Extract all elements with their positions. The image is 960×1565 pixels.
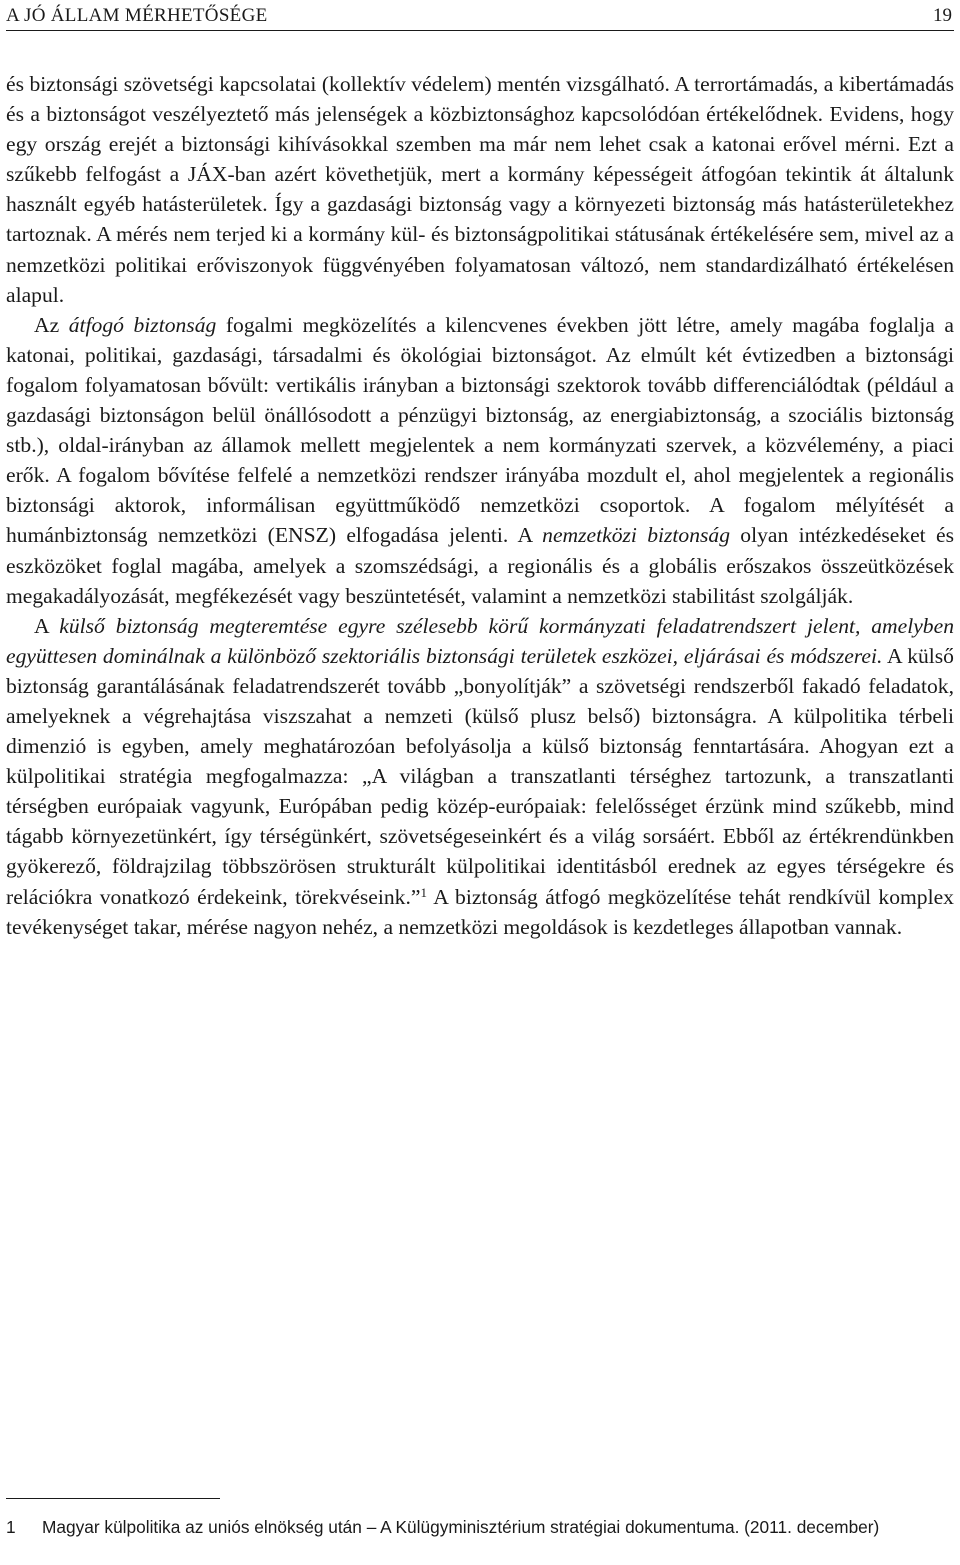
paragraph-2-lead: Az xyxy=(34,312,69,337)
footnote-number: 1 xyxy=(6,1517,16,1537)
footnote-divider xyxy=(6,1498,220,1499)
term-nemzetkozi-biztonsag: nemzetközi biztonság xyxy=(542,523,730,548)
paragraph-2-middle: fogalmi megközelítés a kilencvenes években jött létre, amely magába foglalja a katonai, politikai, gazdasági, társadalmi és ökológiai biztonságot. Az elmúlt két évtizedben a biztonsági fogalom folyamatosan bővült: vertikális irányban a biztonsági szektorok tovább differenciálódtak (például a gazdasági biztonságon belül önállósodott a pénzügyi biztonság, az energiabiztonság, a szociális biztonság stb.), oldal-irányban az államok mellett megjelentek a nem kormányzati szervek, a közvélemény, a piaci erők. A fogalom bővítése felfelé a nemzetközi rendszer irányába mozdult el, ahol megjelentek a regionális biztonsági aktorok, informálisan együttműködő nemzetközi csoportok. A fogalom mélyítését a humánbiztonság nemzetközi (ENSZ) elfogadása jelenti. A xyxy=(6,312,955,548)
paragraph-2 xyxy=(6,310,954,611)
footnote-text: Magyar külpolitika az uniós elnökség után – A Külügyminisztérium stratégiai dokumentuma. (2011. december) xyxy=(42,1517,880,1537)
footnote xyxy=(6,1514,954,1540)
term-atfogo-biztonsag: átfogó biztonság xyxy=(68,312,217,337)
body-text xyxy=(6,69,954,942)
term-kulso-biztonsag: külső biztonság megteremtése egyre szélesebb körű kormányzati feladatrendszert jelent, amelyben együttesen dominálnak a különböző szektoriális biztonsági területek eszközei, eljárásai és módszerei. xyxy=(6,613,954,668)
running-header xyxy=(6,4,954,31)
paragraph-3-lead: A xyxy=(34,613,60,638)
paragraph-3-end: A biztonság átfogó megközelítése tehát rendkívül komplex tevékenységet takar, mérése nagyon nehéz, a nemzetközi megoldások is kezdetleges állapotban vannak. xyxy=(6,884,954,939)
paragraph-1 xyxy=(6,69,954,310)
paragraph-1-text: és biztonsági szövetségi kapcsolatai (kollektív védelem) mentén vizsgálható. A terrortámadás, a kibertámadás és a biztonságot veszélyeztető más jelenségek a közbiztonsághoz kapcsolódóan értékelődnek. Evidens, hogy egy ország erejét a biztonsági kihívásokkal szemben ma már nem lehet csak a katonai erővel mérni. Ezt a szűkebb felfogást a JÁX-ban azért követhetjük, mert a kormány képességeit átfogóan tekintik át általunk használt egyéb hatásterületek. Így a gazdasági biztonság vagy a környezeti biztonság más hatásterületekhez tartoznak. A mérés nem terjed ki a kormány kül- és biztonságpolitikai státusának értékelésére sem, mivel az a nemzetközi politikai erőviszonyok függvényében folyamatosan változó, nem standardizálható értékelésen alapul. xyxy=(6,72,954,307)
paragraph-3-middle: A külső biztonság garantálásának feladatrendszerét tovább „bonyolítják” a szövetségi rendszerből fakadó feladatok, amelyeknek a végrehajtása viszszahat a nemzeti (külső plusz belső) biztonságra. A külpolitika térbeli dimenzió is egyben, amely meghatározóan befolyásolja a külső biztonság fenntartására. Ahogyan ezt a külpolitikai stratégia megfogalmazza: „A világban a transzatlanti térséghez tartozunk, a transzatlanti térségben európaiak vagyunk, Európában pedig közép-európaiak: felelősséget érzünk mind szűkebb, mind tágabb környezetünkért, így térségünkért, szövetségeseinkért és a világ sorsáért. Ebből az értékrendünkben gyökerező, földrajzilag többszörösen strukturált külpolitikai identitásból erednek az egyes térségekre és relációkra vonatkozó érdekeink, törekvéseink.” xyxy=(6,643,954,909)
paragraph-2-end: olyan intézkedéseket és eszközöket foglal magába, amelyek a szomszédsági, a regionális és a globális erőszakos összeütközések megakadályozását, megfékezését vagy beszüntetését, valamint a nemzetközi stabilitást szolgálják. xyxy=(6,523,954,608)
footnote-reference[interactable]: 1 xyxy=(420,884,427,900)
page-number: 19 xyxy=(933,5,952,26)
paragraph-3 xyxy=(6,611,954,942)
running-title: A JÓ ÁLLAM MÉRHETŐSÉGE xyxy=(6,5,268,26)
